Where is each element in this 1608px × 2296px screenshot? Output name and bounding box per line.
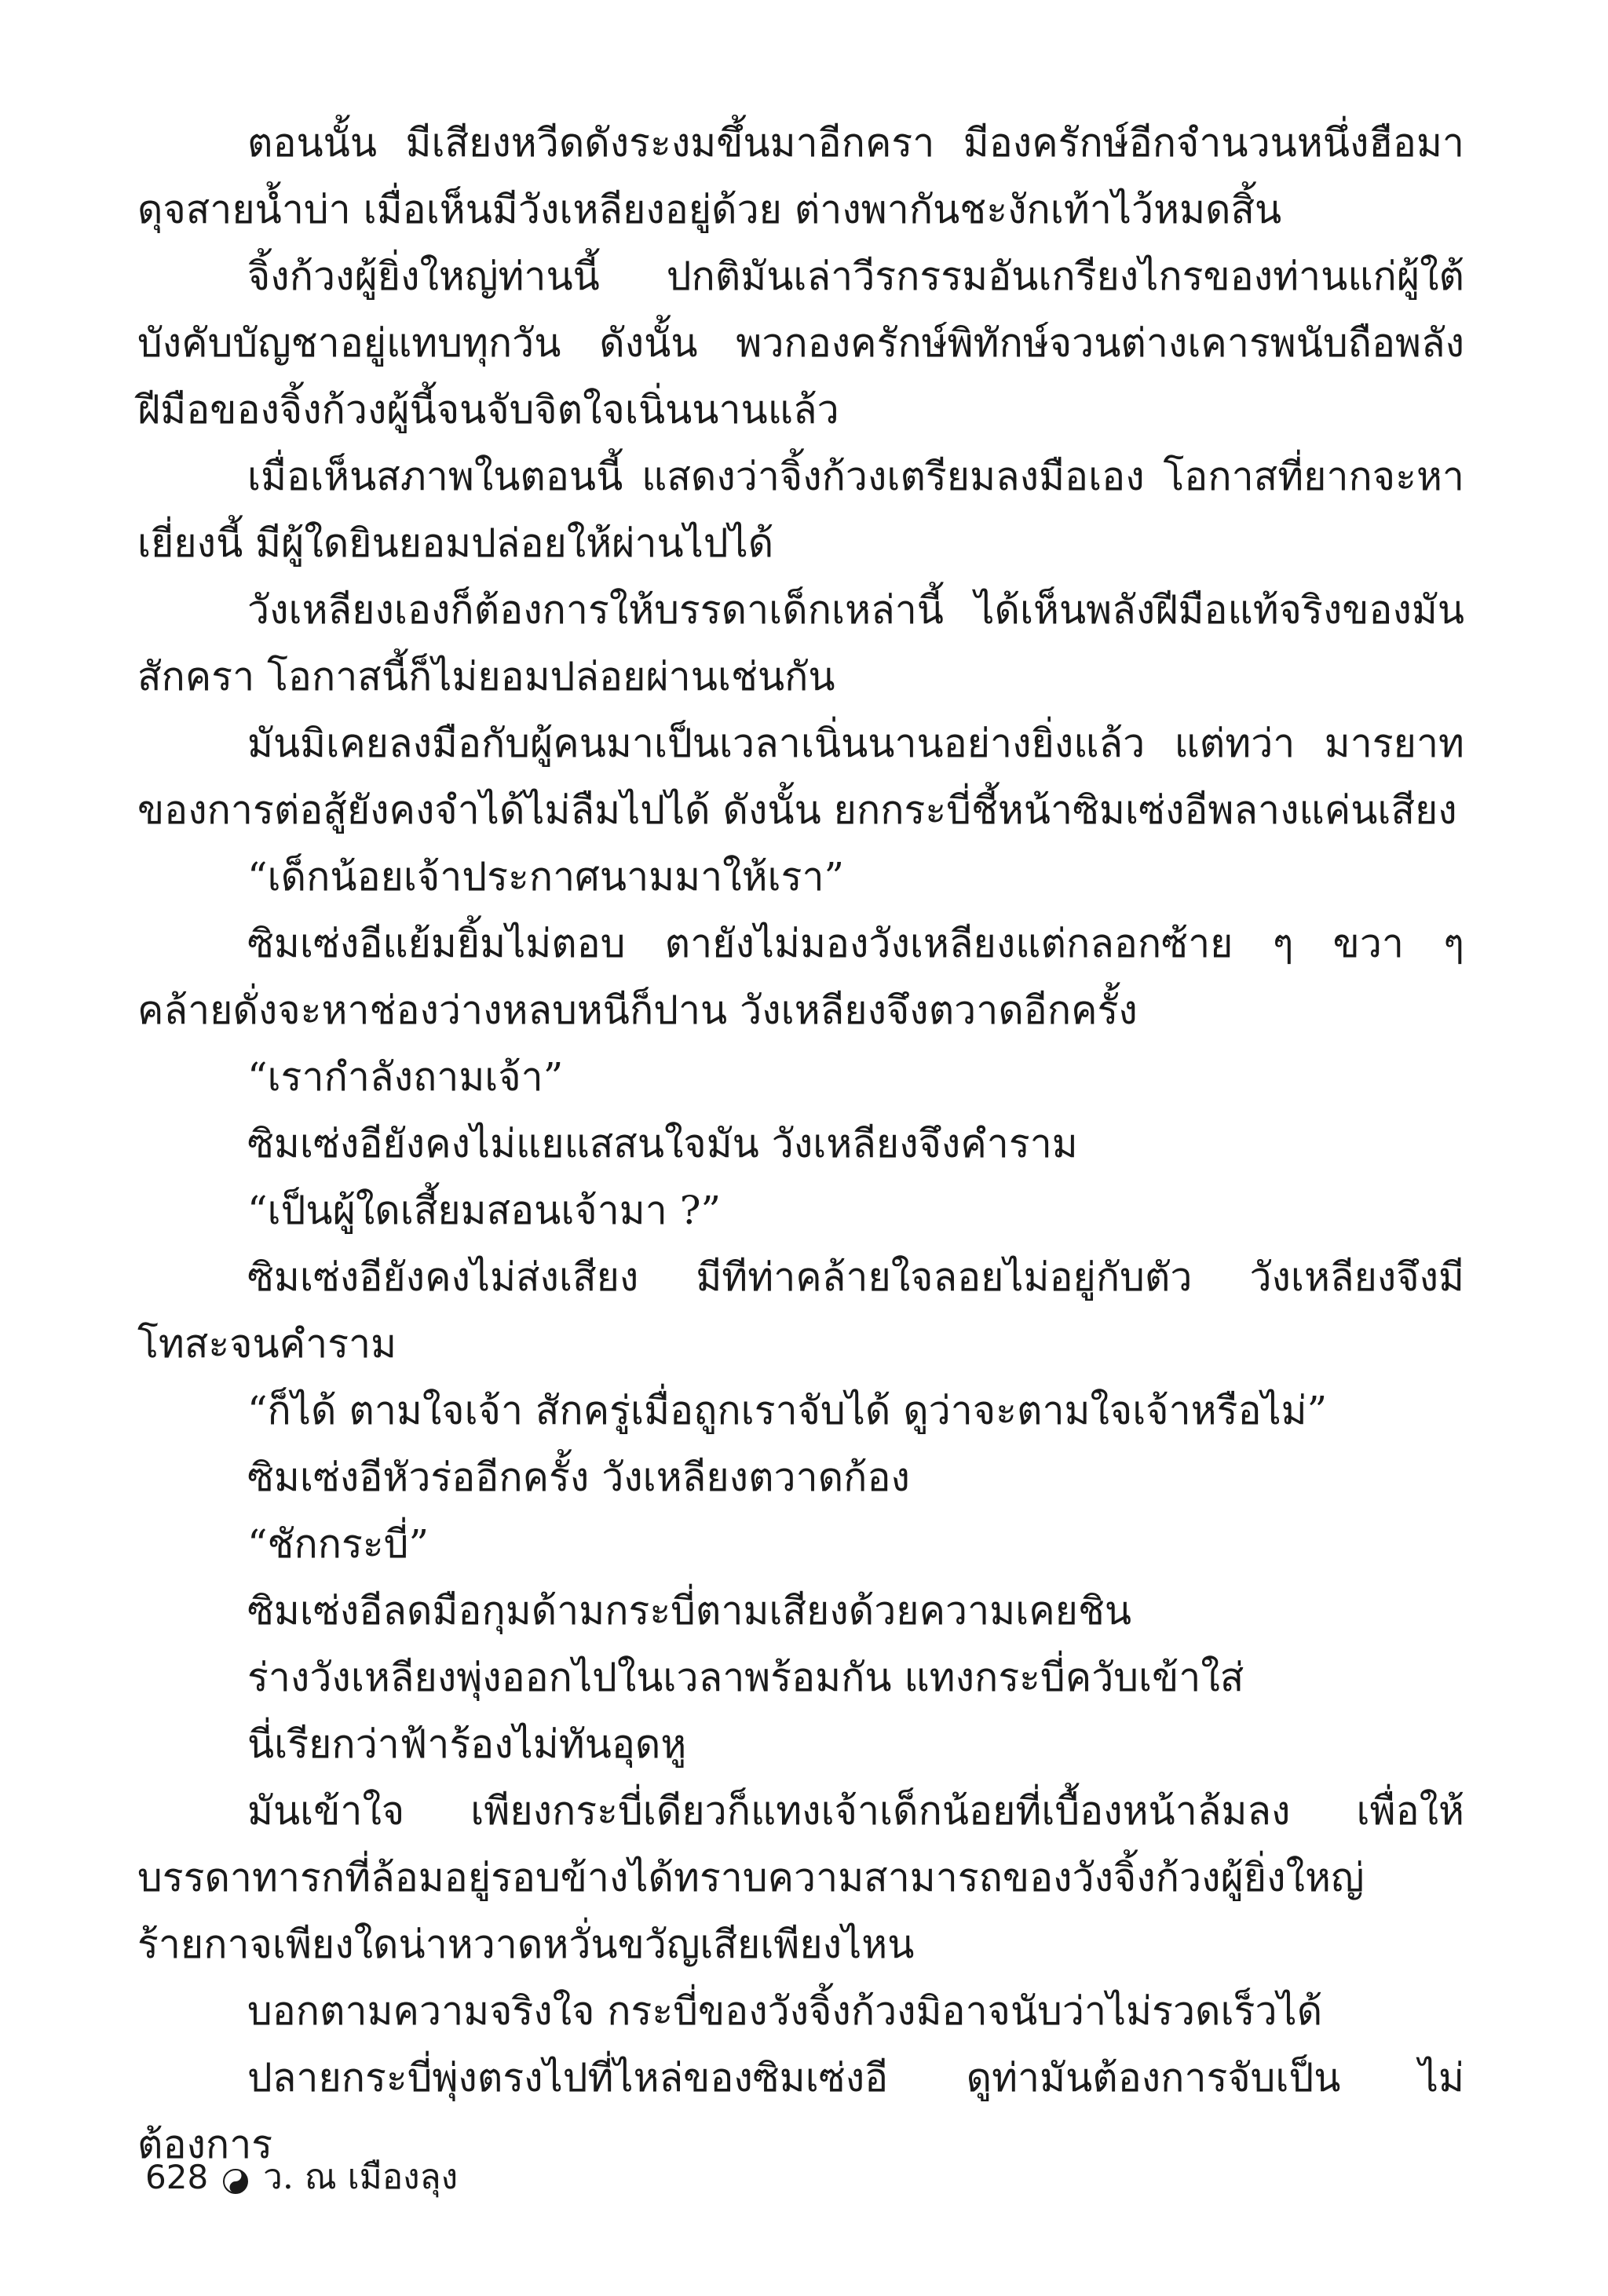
- paragraph: นี่เรียกว่าฟ้าร้องไม่ทันอุดหู: [247, 1721, 687, 1767]
- paragraph: ซิมเซ่งอีหัวร่ออีกครั้ง วังเหลียงตวาดก้อง: [247, 1455, 910, 1500]
- paragraph: ซิมเซ่งอียังคงไม่ส่งเสียง มีทีท่าคล้ายใจลอยไม่อยู่กับตัว วังเหลียงจึงมีโทสะจนคำราม: [137, 1254, 1464, 1367]
- page-footer: [145, 2149, 458, 2204]
- yin-yang-icon: [222, 2163, 249, 2190]
- paragraph: ซิมเซ่งอีแย้มยิ้มไม่ตอบ ตายังไม่มองวังเหลียงแต่กลอกซ้าย ๆ ขวา ๆ คล้ายดั่งจะหาช่องว่างหลบหนีก็ปาน วังเหลียงจึงตวาดอีกครั้ง: [137, 921, 1464, 1033]
- page-body: [137, 110, 1464, 2178]
- dialogue-line: “เด็กน้อยเจ้าประกาศนามมาให้เรา”: [247, 854, 845, 900]
- page-number: 628: [145, 2157, 209, 2196]
- paragraph: ร่างวังเหลียงพุ่งออกไปในเวลาพร้อมกัน แทงกระบี่ควับเข้าใส่: [247, 1655, 1244, 1700]
- dialogue-line: “เป็นผู้ใดเสี้ยมสอนเจ้ามา ?”: [247, 1188, 722, 1233]
- paragraph: ซิมเซ่งอียังคงไม่แยแสสนใจมัน วังเหลียงจึงคำราม: [247, 1121, 1078, 1166]
- paragraph: วังเหลียงเองก็ต้องการให้บรรดาเด็กเหล่านี้ ได้เห็นพลังฝีมือแท้จริงของมันสักครา โอกาสนี้ก็ไม่ยอมปล่อยผ่านเช่นกัน: [137, 587, 1464, 699]
- dialogue-line: “ชักกระบี่”: [247, 1521, 429, 1567]
- dialogue-line: “เรากำลังถามเจ้า”: [247, 1054, 564, 1100]
- author-name: ว. ณ เมืองลุง: [263, 2157, 459, 2197]
- paragraph: จิ้งก้วงผู้ยิ่งใหญ่ท่านนี้ ปกติมันเล่าวีรกรรมอันเกรียงไกรของท่านแก่ผู้ใต้บังคับบัญชาอยู่แทบทุกวัน ดังนั้น พวกองครักษ์พิทักษ์จวนต่างเคารพนับถือพลังฝีมือของจิ้งก้วงผู้นี้จนจับจิตใจเนิ่นนานแล้ว: [137, 254, 1464, 433]
- paragraph: มันเข้าใจ เพียงกระบี่เดียวก็แทงเจ้าเด็กน้อยที่เบื้องหน้าล้มลง เพื่อให้บรรดาทารกที่ล้อมอยู่รอบข้างได้ทราบความสามารถของวังจิ้งก้วงผู้ยิ่งใหญ่ร้ายกาจเพียงใดน่าหวาดหวั่นขวัญเสียเพียงไหน: [137, 1788, 1464, 1967]
- paragraph: บอกตามความจริงใจ กระบี่ของวังจิ้งก้วงมิอาจนับว่าไม่รวดเร็วได้: [247, 1988, 1323, 2034]
- paragraph: ซิมเซ่งอีลดมือกุมด้ามกระบี่ตามเสียงด้วยความเคยชิน: [247, 1588, 1132, 1633]
- paragraph: มันมิเคยลงมือกับผู้คนมาเป็นเวลาเนิ่นนานอย่างยิ่งแล้ว แต่ทว่า มารยาทของการต่อสู้ยังคงจำได้ไม่ลืมไปได้ ดังนั้น ยกกระบี่ชี้หน้าซิมเซ่งอีพลางแค่นเสียง: [137, 721, 1464, 833]
- paragraph: ปลายกระบี่พุ่งตรงไปที่ไหล่ของซิมเซ่งอี ดูท่ามันต้องการจับเป็น ไม่ต้องการ: [137, 2055, 1464, 2167]
- dialogue-line: “ก็ได้ ตามใจเจ้า สักครู่เมื่อถูกเราจับได้ ดูว่าจะตามใจเจ้าหรือไม่”: [247, 1388, 1328, 1433]
- paragraph: เมื่อเห็นสภาพในตอนนี้ แสดงว่าจิ้งก้วงเตรียมลงมือเอง โอกาสที่ยากจะหาเยี่ยงนี้ มีผู้ใดยินยอมปล่อยให้ผ่านไปได้: [137, 454, 1464, 566]
- paragraph: ตอนนั้น มีเสียงหวีดดังระงมขึ้นมาอีกครา มีองครักษ์อีกจำนวนหนึ่งฮือมาดุจสายน้ำบ่า เมื่อเห็นมีวังเหลียงอยู่ด้วย ต่างพากันชะงักเท้าไว้หมดสิ้น: [137, 120, 1464, 232]
